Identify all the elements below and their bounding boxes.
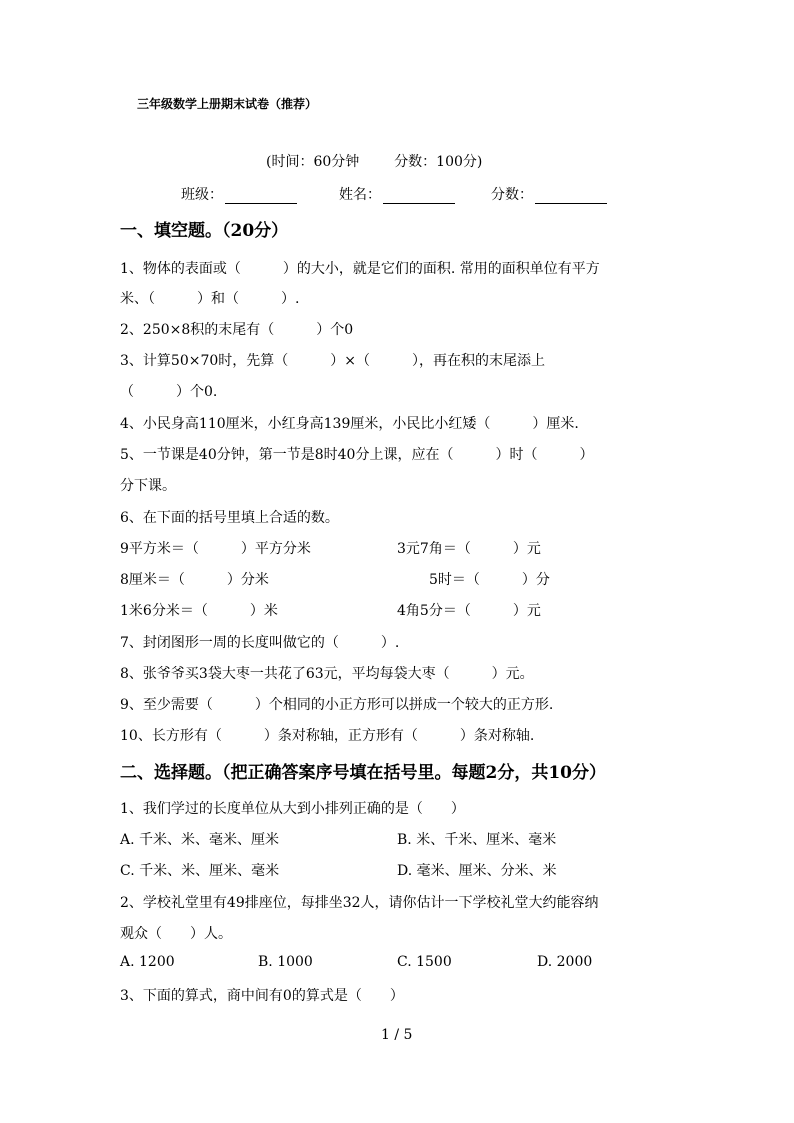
class-field	[181, 184, 297, 204]
name-label: 姓名：	[339, 187, 381, 203]
question-line: 2、250×8积的末尾有（ ）个0	[120, 322, 354, 338]
question-line: 2、学校礼堂里有49排座位，每排坐32人，请你估计一下学校礼堂大约能容纳	[120, 895, 599, 911]
section1-title: 一、填空题。（20分）	[120, 221, 289, 241]
option-a: A. 1200	[120, 954, 175, 970]
class-blank	[225, 189, 297, 204]
time-limit: (时间：60分钟	[266, 154, 360, 170]
question-line: 观众（ ）人。	[120, 926, 232, 942]
student-info-row	[181, 184, 621, 204]
question-line: 分下课。	[120, 478, 176, 494]
question-line: 1、我们学过的长度单位从大到小排列正确的是（ ）	[120, 801, 465, 817]
total-score: 分数：100分)	[394, 154, 483, 170]
score-label: 分数：	[491, 187, 533, 203]
time-score-line	[266, 151, 482, 171]
conversion-left: 1米6分米＝（ ）米	[120, 603, 278, 619]
question-line: 3、计算50×70时，先算（ ）×（ ），再在积的末尾添上	[120, 353, 545, 369]
option-left: C. 千米、米、厘米、毫米	[120, 863, 280, 879]
question-line: 米、（ ）和（ ）.	[120, 291, 300, 307]
section2-title: 二、选择题。（把正确答案序号填在括号里。每题2分，共10分）	[120, 763, 606, 783]
score-field	[491, 184, 607, 204]
question-line: 9、至少需要（ ）个相同的小正方形可以拼成一个较大的正方形.	[120, 697, 554, 713]
option-right: B. 米、千米、厘米、毫米	[397, 832, 557, 848]
name-blank	[383, 189, 455, 204]
class-label: 班级：	[181, 187, 223, 203]
conversion-right: 4角5分＝（ ）元	[397, 603, 541, 619]
name-field	[339, 184, 455, 204]
question-line: 7、封闭图形一周的长度叫做它的（ ）.	[120, 635, 400, 651]
conversion-right: 3元7角＝（ ）元	[397, 541, 541, 557]
option-right: D. 毫米、厘米、分米、米	[397, 863, 557, 879]
question-line: 10、长方形有（ ）条对称轴，正方形有（ ）条对称轴.	[120, 728, 535, 744]
option-d: D. 2000	[537, 954, 593, 970]
question-line: （ ）个0.	[120, 384, 218, 400]
question-line: 6、在下面的括号里填上合适的数。	[120, 510, 339, 526]
conversion-left: 9平方米＝（ ）平方分米	[120, 541, 311, 557]
option-c: C. 1500	[397, 954, 452, 970]
page-number: 1 / 5	[381, 1027, 413, 1043]
conversion-right: 5时＝（ ）分	[429, 572, 550, 588]
score-blank	[535, 189, 607, 204]
conversion-left: 8厘米＝（ ）分米	[120, 572, 269, 588]
document-title: 三年级数学上册期末试卷（推荐）	[137, 97, 318, 111]
question-line: 4、小民身高110厘米，小红身高139厘米，小民比小红矮（ ）厘米.	[120, 416, 579, 432]
question-line: 8、张爷爷买3袋大枣一共花了63元，平均每袋大枣（ ）元。	[120, 666, 534, 682]
option-left: A. 千米、米、毫米、厘米	[120, 832, 280, 848]
question-line: 1、物体的表面或（ ）的大小，就是它们的面积. 常用的面积单位有平方	[120, 261, 600, 277]
option-b: B. 1000	[258, 954, 313, 970]
question-line: 5、一节课是40分钟，第一节是8时40分上课，应在（ ）时（ ）	[120, 447, 594, 463]
question-line: 3、下面的算式，商中间有0的算式是（ ）	[120, 988, 404, 1004]
